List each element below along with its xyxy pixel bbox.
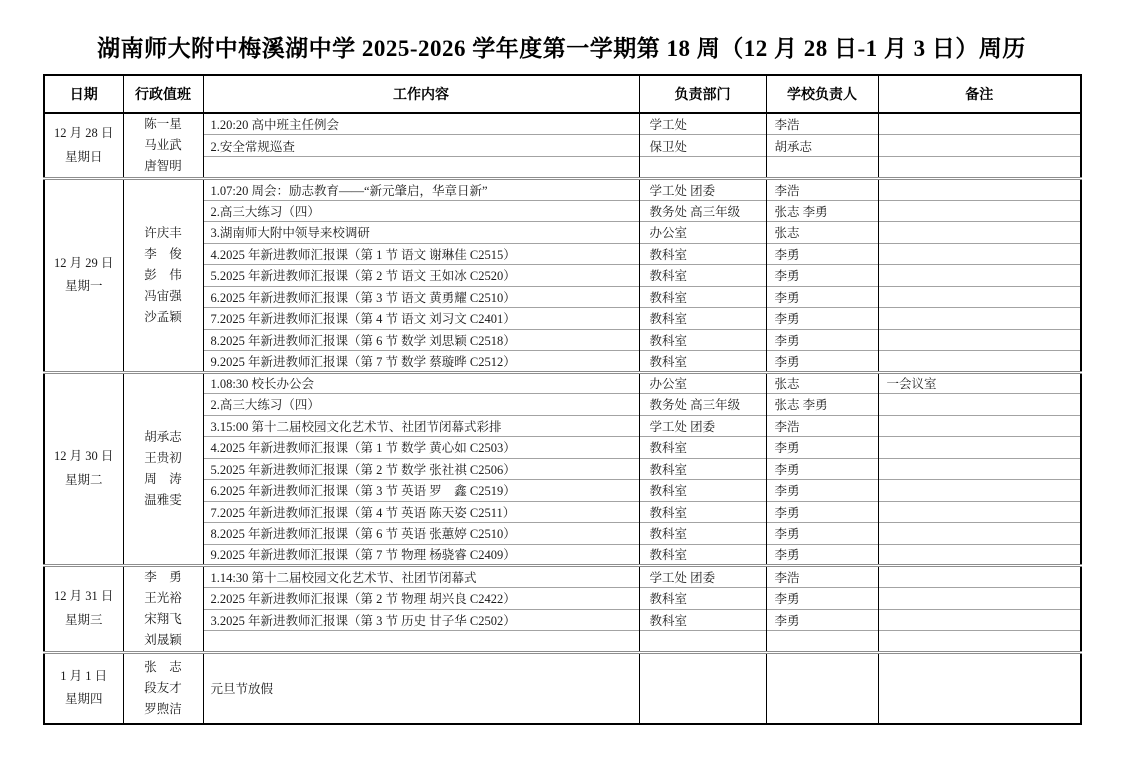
department-cell: 教科室 <box>639 544 766 566</box>
department-cell: 学工处 团委 <box>639 179 766 201</box>
work-content-cell: 3.15:00 第十二届校园文化艺术节、社团节闭幕式彩排 <box>203 415 639 437</box>
duty-cell <box>123 372 203 566</box>
date-cell <box>44 113 123 179</box>
note-cell <box>878 394 1081 416</box>
work-content-cell: 7.2025 年新进教师汇报课（第 4 节 英语 陈天姿 C2511） <box>203 501 639 523</box>
weekday-text: 星期日 <box>64 149 103 164</box>
column-header-1: 日期 <box>44 75 123 113</box>
duty-person-name: 许庆丰 <box>144 225 182 240</box>
duty-person-name: 段友才 <box>144 680 182 695</box>
department-cell: 教科室 <box>639 609 766 631</box>
department-cell: 教科室 <box>639 501 766 523</box>
work-content-cell: 6.2025 年新进教师汇报课（第 3 节 英语 罗 鑫 C2519） <box>203 480 639 502</box>
department-cell: 学工处 <box>639 113 766 135</box>
note-cell <box>878 329 1081 351</box>
department-cell: 教科室 <box>639 458 766 480</box>
work-content-cell: 2.高三大练习（四） <box>203 200 639 222</box>
leader-cell: 李勇 <box>766 523 878 545</box>
department-cell: 教科室 <box>639 351 766 373</box>
date-cell <box>44 372 123 566</box>
date-text: 12 月 31 日 <box>54 589 114 604</box>
department-cell: 教科室 <box>639 243 766 265</box>
duty-person-name: 宋翔飞 <box>144 612 182 626</box>
note-cell <box>878 222 1081 244</box>
duty-person-name: 李 俊 <box>144 246 182 261</box>
date-text: 1 月 1 日 <box>60 668 108 683</box>
note-cell <box>878 113 1081 135</box>
work-content-cell: 9.2025 年新进教师汇报课（第 7 节 物理 杨骁睿 C2409） <box>203 544 639 566</box>
note-cell <box>878 135 1081 157</box>
note-cell <box>878 458 1081 480</box>
column-header-2: 行政值班 <box>123 75 203 113</box>
leader-cell: 张志 李勇 <box>766 200 878 222</box>
work-content-cell: 1.20:20 高中班主任例会 <box>203 113 639 135</box>
leader-cell: 李浩 <box>766 179 878 201</box>
duty-person-name: 周 涛 <box>144 471 182 486</box>
leader-cell: 李勇 <box>766 243 878 265</box>
column-header-4: 负责部门 <box>639 75 766 113</box>
leader-cell: 李勇 <box>766 458 878 480</box>
table-row <box>44 372 1081 394</box>
leader-cell: 李浩 <box>766 415 878 437</box>
page-title: 湖南师大附中梅溪湖中学 2025-2026 学年度第一学期第 18 周（12 月 28 日-1 月 3 日）周历 <box>97 36 1026 61</box>
leader-cell: 胡承志 <box>766 135 878 157</box>
table-row <box>44 566 1081 588</box>
work-content-cell: 2.高三大练习（四） <box>203 394 639 416</box>
weekday-text: 星期三 <box>64 613 103 627</box>
duty-person-name: 唐智明 <box>144 159 182 173</box>
column-header-5: 学校负责人 <box>766 75 878 113</box>
column-header-6: 备注 <box>878 75 1081 113</box>
work-content-cell: 元旦节放假 <box>203 653 639 724</box>
note-cell <box>878 587 1081 609</box>
leader-cell: 李勇 <box>766 544 878 566</box>
table-header-row <box>44 75 1081 113</box>
duty-person-name: 罗煦洁 <box>144 701 182 716</box>
leader-cell: 李勇 <box>766 437 878 459</box>
department-cell: 保卫处 <box>639 135 766 157</box>
work-content-cell: 2.2025 年新进教师汇报课（第 2 节 物理 胡兴良 C2422） <box>203 587 639 609</box>
note-cell <box>878 653 1081 724</box>
weekday-text: 星期一 <box>64 279 103 294</box>
weekday-text: 星期二 <box>64 472 103 487</box>
duty-person-name: 马业武 <box>144 138 182 152</box>
note-cell <box>878 631 1081 653</box>
leader-cell: 李勇 <box>766 501 878 523</box>
work-content-cell: 4.2025 年新进教师汇报课（第 1 节 语文 谢琳佳 C2515） <box>203 243 639 265</box>
leader-cell: 李勇 <box>766 351 878 373</box>
department-cell: 办公室 <box>639 372 766 394</box>
weekly-schedule-table <box>43 74 1082 725</box>
note-cell <box>878 609 1081 631</box>
duty-person-name: 彭 伟 <box>144 267 182 282</box>
date-text: 12 月 29 日 <box>54 255 114 270</box>
duty-person-name: 张 志 <box>144 659 182 674</box>
work-content-cell: 4.2025 年新进教师汇报课（第 1 节 数学 黄心如 C2503） <box>203 437 639 459</box>
table-row <box>44 179 1081 201</box>
date-text: 12 月 28 日 <box>54 125 114 140</box>
duty-person-name: 李 勇 <box>144 570 182 584</box>
date-cell <box>44 566 123 653</box>
duty-person-name: 陈一星 <box>144 117 182 131</box>
leader-cell <box>766 631 878 653</box>
leader-cell <box>766 653 878 724</box>
leader-cell: 李勇 <box>766 329 878 351</box>
duty-cell <box>123 113 203 179</box>
note-cell <box>878 308 1081 330</box>
work-content-cell <box>203 157 639 179</box>
work-content-cell: 3.湖南师大附中领导来校调研 <box>203 222 639 244</box>
work-content-cell: 8.2025 年新进教师汇报课（第 6 节 数学 刘思颖 C2518） <box>203 329 639 351</box>
note-cell <box>878 523 1081 545</box>
work-content-cell: 5.2025 年新进教师汇报课（第 2 节 数学 张社祺 C2506） <box>203 458 639 480</box>
department-cell: 教科室 <box>639 523 766 545</box>
note-cell <box>878 544 1081 566</box>
leader-cell: 李勇 <box>766 609 878 631</box>
work-content-cell: 8.2025 年新进教师汇报课（第 6 节 英语 张蕙婷 C2510） <box>203 523 639 545</box>
department-cell: 教科室 <box>639 308 766 330</box>
note-cell <box>878 415 1081 437</box>
work-content-cell: 1.07:20 周会：励志教育——“新元肇启，华章日新” <box>203 179 639 201</box>
department-cell <box>639 653 766 724</box>
duty-person-name: 温雅雯 <box>144 492 182 507</box>
note-cell <box>878 566 1081 588</box>
department-cell: 教务处 高三年级 <box>639 394 766 416</box>
note-cell <box>878 179 1081 201</box>
note-cell <box>878 265 1081 287</box>
date-cell <box>44 653 123 724</box>
work-content-cell: 5.2025 年新进教师汇报课（第 2 节 语文 王如冰 C2520） <box>203 265 639 287</box>
note-cell <box>878 200 1081 222</box>
duty-cell <box>123 653 203 724</box>
department-cell: 教科室 <box>639 286 766 308</box>
work-content-cell: 1.08:30 校长办公会 <box>203 372 639 394</box>
weekday-text: 星期四 <box>64 692 103 707</box>
department-cell <box>639 631 766 653</box>
leader-cell: 张志 <box>766 222 878 244</box>
note-cell <box>878 157 1081 179</box>
work-content-cell: 9.2025 年新进教师汇报课（第 7 节 数学 蔡璇晔 C2512） <box>203 351 639 373</box>
work-content-cell: 3.2025 年新进教师汇报课（第 3 节 历史 甘子华 C2502） <box>203 609 639 631</box>
department-cell: 教科室 <box>639 265 766 287</box>
department-cell: 教科室 <box>639 587 766 609</box>
column-header-3: 工作内容 <box>203 75 639 113</box>
note-cell <box>878 480 1081 502</box>
duty-person-name: 刘晟颖 <box>144 633 182 647</box>
department-cell: 教科室 <box>639 480 766 502</box>
leader-cell: 李勇 <box>766 286 878 308</box>
table-row <box>44 653 1081 724</box>
duty-person-name: 冯宙强 <box>144 288 182 303</box>
department-cell: 教科室 <box>639 329 766 351</box>
note-cell: 一会议室 <box>878 372 1081 394</box>
duty-person-name: 王贵初 <box>144 450 182 465</box>
duty-person-name: 沙孟颖 <box>144 309 182 324</box>
duty-person-name: 胡承志 <box>144 429 182 444</box>
leader-cell: 李勇 <box>766 587 878 609</box>
work-content-cell <box>203 631 639 653</box>
note-cell <box>878 351 1081 373</box>
duty-cell <box>123 179 203 373</box>
department-cell: 办公室 <box>639 222 766 244</box>
work-content-cell: 1.14:30 第十二届校园文化艺术节、社团节闭幕式 <box>203 566 639 588</box>
leader-cell: 张志 李勇 <box>766 394 878 416</box>
note-cell <box>878 437 1081 459</box>
duty-cell <box>123 566 203 653</box>
date-text: 12 月 30 日 <box>54 449 114 463</box>
duty-person-name: 王光裕 <box>144 591 182 605</box>
leader-cell: 李浩 <box>766 113 878 135</box>
table-row <box>44 113 1081 135</box>
date-cell <box>44 179 123 373</box>
leader-cell: 张志 <box>766 372 878 394</box>
department-cell: 教科室 <box>639 437 766 459</box>
note-cell <box>878 286 1081 308</box>
note-cell <box>878 243 1081 265</box>
leader-cell: 李勇 <box>766 308 878 330</box>
note-cell <box>878 501 1081 523</box>
leader-cell: 李浩 <box>766 566 878 588</box>
leader-cell <box>766 157 878 179</box>
work-content-cell: 2.安全常规巡查 <box>203 135 639 157</box>
department-cell: 学工处 团委 <box>639 566 766 588</box>
department-cell <box>639 157 766 179</box>
leader-cell: 李勇 <box>766 265 878 287</box>
work-content-cell: 7.2025 年新进教师汇报课（第 4 节 语文 刘习文 C2401） <box>203 308 639 330</box>
leader-cell: 李勇 <box>766 480 878 502</box>
department-cell: 教务处 高三年级 <box>639 200 766 222</box>
work-content-cell: 6.2025 年新进教师汇报课（第 3 节 语文 黄勇耀 C2510） <box>203 286 639 308</box>
department-cell: 学工处 团委 <box>639 415 766 437</box>
